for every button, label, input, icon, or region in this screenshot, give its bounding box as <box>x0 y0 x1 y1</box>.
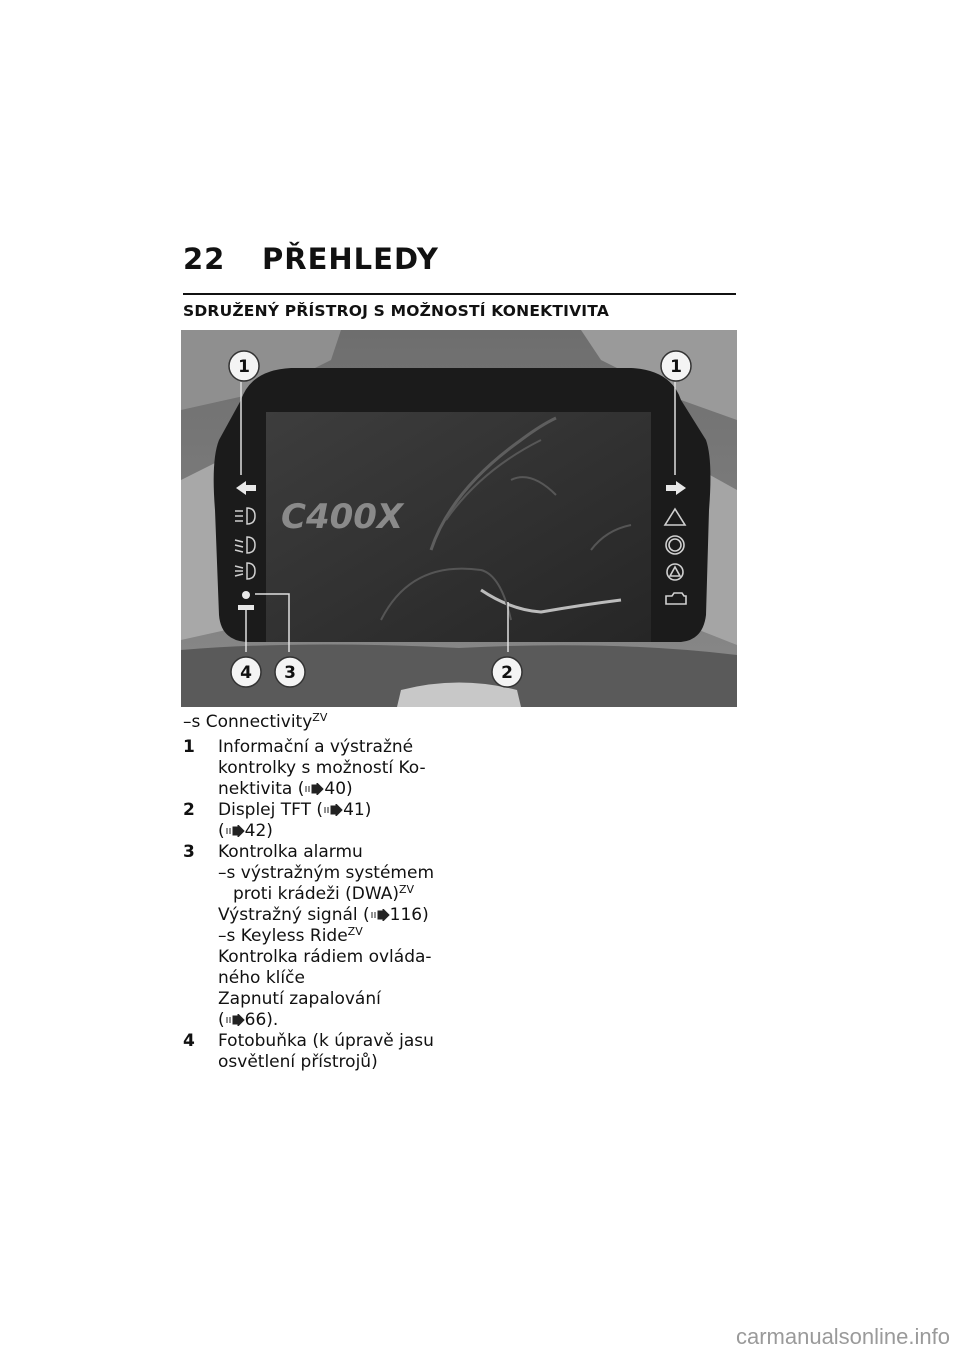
page-ref-arrow-icon <box>225 825 245 837</box>
legend: –s Connectivity$^{ZV}$ 1 Informační a výstražné kontrolky s možností Ko- nektivita ( 40) 2 Displej TFT ( 41) ( 42) 3 Kontrolka alarmu –s výstražným systémem proti krádeži (DWA)$^{ZV}$ Výstražný signál ( 116) –s Keyless Ride$^{ZV}$ Kontrolka rádiem ovláda- ného klíče Zapnutí zapalování ( 66). 4 Fotobuňka (k úpravě jasu osvětlení přístrojů) <box>183 712 453 1073</box>
page-ref-arrow-icon <box>225 1014 245 1026</box>
callout-label: 4 <box>240 663 252 683</box>
legend-item-2: 2 Displej TFT ( 41) <box>183 800 372 820</box>
cluster-logo: C400X <box>281 497 404 537</box>
legend-item-1: 1 Informační a výstražné <box>183 737 414 757</box>
watermark: carmanualsonline.info <box>735 1324 950 1349</box>
page-ref-arrow-icon <box>304 783 324 795</box>
title-rule <box>183 293 736 295</box>
page-ref-arrow-icon <box>370 909 390 921</box>
variant-line: –s Connectivity$^{ZV}$ <box>183 711 328 732</box>
page-title: PŘEHLEDY <box>262 242 439 276</box>
callout-label: 1 <box>238 357 250 377</box>
legend-item-3: 3 Kontrolka alarmu <box>183 842 363 862</box>
callout-label: 3 <box>284 663 296 683</box>
instrument-cluster-figure <box>181 330 737 707</box>
page-ref-arrow-icon <box>323 804 343 816</box>
page-number: 22 <box>183 242 226 276</box>
callout-label: 2 <box>501 663 513 683</box>
section-title: SDRUŽENÝ PŘÍSTROJ S MOŽNOSTÍ KONEKTIVITA <box>183 302 610 320</box>
callout-label: 1 <box>670 357 682 377</box>
legend-item-4: 4 Fotobuňka (k úpravě jasu <box>183 1031 434 1051</box>
